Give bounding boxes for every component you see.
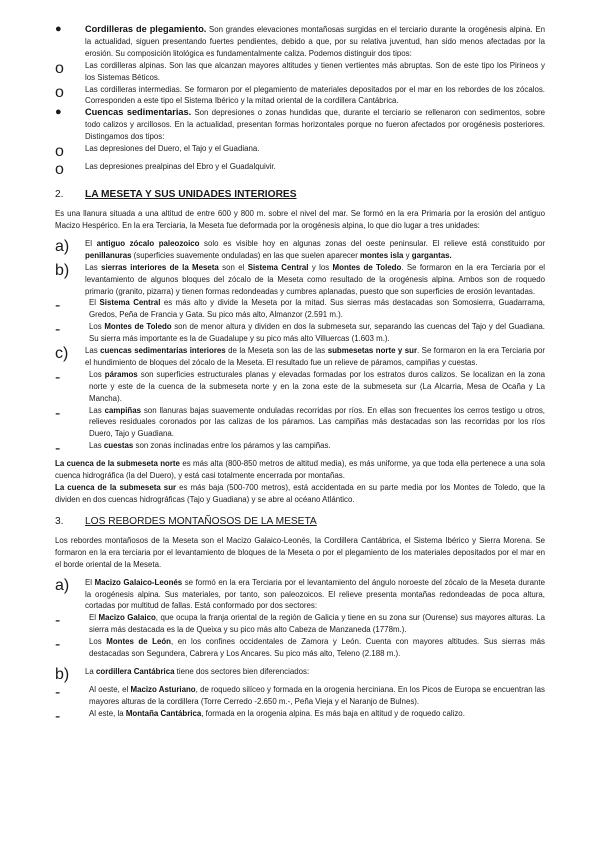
bullet-cordilleras-plegamiento: ● Cordilleras de plegamiento. Son grandes elevaciones montañosas surgidas en el terciario durante la orogénesis alpina. En la actualidad, siguen presentando fuertes pendientes, debido a que, por su relativa juventud, han sido menos afectadas por la erosión. Su composición litológica es fundamentalmente caliza. Podemos distinguir dos tipos: (55, 23, 545, 58)
item-b-cordillera-cantabrica: b) La cordillera Cantábrica tiene dos sectores bien diferenciados: (55, 665, 310, 683)
dash-cuestas: - Las cuestas son zonas inclinadas entre los páramos y las campiñas. (55, 440, 331, 458)
sub-bullet-alpinas: o Las cordilleras alpinas. Son las que alcanzan mayores altitudes y tienen vertientes más abruptas. Son de este tipo los Pirineos y los Sistemas Béticos. (55, 59, 545, 82)
bullet-marker: o (55, 143, 64, 161)
sub-bullet-depresiones-ebro: o Las depresiones prealpinas del Ebro y el Guadalquivir. (55, 161, 276, 179)
bullet-marker: o (55, 59, 64, 77)
dash-sistema-central: - El Sistema Central es más alto y divide la Meseta por la mitad. Sus sierras más destacadas son Somosierra, Guadarrama, Gredos, Peña de Francia y Gata. Su pico más alto, Almanzor (2.591 m.). (55, 297, 545, 320)
dash-paramos: - Los páramos son superficies estructurales planas y elevadas formadas por los estratos duros calizos. Se localizan en la zona norte y este de la cuenca de la submeseta norte y en la zona este de la submeseta sur (La Alcarria, Mesa de Ocaña y La Mancha). (55, 368, 546, 403)
meseta-intro: Es una llanura situada a una altitud de entre 600 y 800 m. sobre el nivel del mar. Se formó en la era Primaria por la erosión del antiguo Macizo Hespérico. En la era Terciaria, la Meseta fue deformada por la orogénesis alpina, lo que dio lugar a tres unidades: (55, 209, 545, 230)
sub-bullet-depresiones-duero: o Las depresiones del Duero, el Tajo y el Guadiana. (55, 143, 260, 161)
document-page (55, 24, 545, 726)
paragraph-submeseta-sur: La cuenca de la submeseta sur es más baja (500-700 metros), está accidentada en su parte media por los Montes de Toledo, que la dividen en dos cuencas hidrográficas (Tajo y Guadiana) y se abre al océano Atlántico. (55, 483, 545, 504)
dash-macizo-galaico: - El Macizo Galaico, que ocupa la franja oriental de la región de Galicia y tiene en su zona sur (Ourense) sus mayores alturas. La sierra más destacada es la de Queixa y su pico más alto Cabeza de Manzaneda (1778m.). (55, 612, 545, 635)
dash-montana-cantabrica: - Al este, la Montaña Cantábrica, formada en la orogenia alpina. Es más baja en altitud y de roquedo calizo. (55, 707, 465, 725)
rebordes-intro: Los rebordes montañosos de la Meseta son el Macizo Galaico-Leonés, la Cordillera Cantábrica, el Sistema Ibérico y Sierra Morena. Se formaron en la era terciaria por el levantamiento de bloques de la Meseta o por el plegamiento de los materiales depositados por el mar en el borde oriental de la Meseta. (55, 535, 545, 569)
bullet-marker: o (55, 161, 64, 179)
paragraph-submeseta-norte: La cuenca de la submeseta norte es más alta (800-850 metros de altitud media), es más uniforme, ya que toda ella pertenece a una sola cuenca hidrográfica (la del Duero), y está casi totalmente encerrada por montañas. (55, 459, 546, 481)
dash-campinas: - Las campiñas son llanuras bajas suavemente onduladas recorridas por ríos. En ellas son frecuentes los cerros testigo u otros, relieves residuales coronados por las calizas de los páramos. Las campiñas más destacadas son las recorridas por los ríos Duero, Tajo y Guadiana. (55, 404, 545, 439)
dash-macizo-asturiano: - Al oeste, el Macizo Asturiano, de roquedo silíceo y formada en la orogenia herciniana. En los Picos de Europa se encuentran las mayores alturas de la cordillera (Torre Cerredo -2.650 m.-, Peña Vieja y el Naranjo de Bulnes). (55, 683, 545, 706)
bullet-marker: o (55, 83, 64, 101)
item-b-sierras: b) Las sierras interiores de la Meseta son el Sistema Central y los Montes de Toledo. Se formaron en la era Terciaria por el levantamiento de algunos bloques del zócalo de la Meseta como resultado de la orogénesis alpina. Ambos son de roquedo primario (granito, pizarra) y tienen formas redondeadas y cumbres aplanadas, puesto que son superficies de erosión levantadas. (55, 261, 545, 296)
bullet-marker: ● (55, 23, 62, 35)
item-a-macizo-galaico-leones: a) El Macizo Galaico-Leonés se formó en la era Terciaria por el levantamiento del ángulo noroeste del zócalo de la Meseta durante la orogénesis alpina. Sus materiales, por tanto, son paleozoicos. El relieve presenta montañas redondeadas de poca altura, cortadas por multitud de fallas. Está conformado por dos sectores: (55, 576, 545, 611)
item-c-cuencas: c) Las cuencas sedimentarias interiores de la Meseta son las de las submesetas norte y sur. Se formaron en la era Terciaria por el hundimiento de bloques del zócalo de la Meseta. El resultado fue un relieve de páramos, campiñas y cuestas. (55, 345, 545, 367)
sub-bullet-intermedias: o Las cordilleras intermedias. Se formaron por el plegamiento de materiales depositados por el mar en los rebordes de los zócalos. Corresponden a este tipo el Sistema Ibérico y la mitad oriental de la cordillera Cantábrica. (55, 83, 545, 106)
dash-montes-toledo: - Los Montes de Toledo son de menor altura y dividen en dos la submeseta sur, separando las cuencas del Tajo y del Guadiana. Su sierra más importante es la de Guadalupe y su pico más alto Villuercas (1.603 m.). (55, 321, 545, 344)
section-heading-meseta: 2. LA MESETA Y SUS UNIDADES INTERIORES (55, 189, 297, 201)
bullet-cuencas-sedimentarias: ● Cuencas sedimentarias. Son depresiones o zonas hundidas que, durante el terciario se rellenaron con sedimentos, sobre todo calizos y arcillosos. En la actualidad, presentan formas horizontales porque no fueron afectados por orogénesis posteriores. Distingamos dos tipos: (55, 106, 545, 142)
section-heading-rebordes: 3. LOS REBORDES MONTAÑOSOS DE LA MESETA (55, 515, 317, 527)
bullet-marker: ● (55, 106, 62, 119)
dash-montes-leon: - Los Montes de León, en los confines occidentales de Zamora y León. Cuenta con mayores altitudes. Sus sierras más destacadas son Segundera, Cabrera y Los Ancares. Su pico más alto, Teleno (2.188 m.). (55, 636, 545, 659)
item-a-zocalo: a) El antiguo zócalo paleozoico solo es visible hoy en algunas zonas del oeste peninsular. El relieve está constituido por penillanuras (superficies suavemente onduladas) en las que suelen aparecer montes isla y gargantas. (55, 237, 545, 260)
